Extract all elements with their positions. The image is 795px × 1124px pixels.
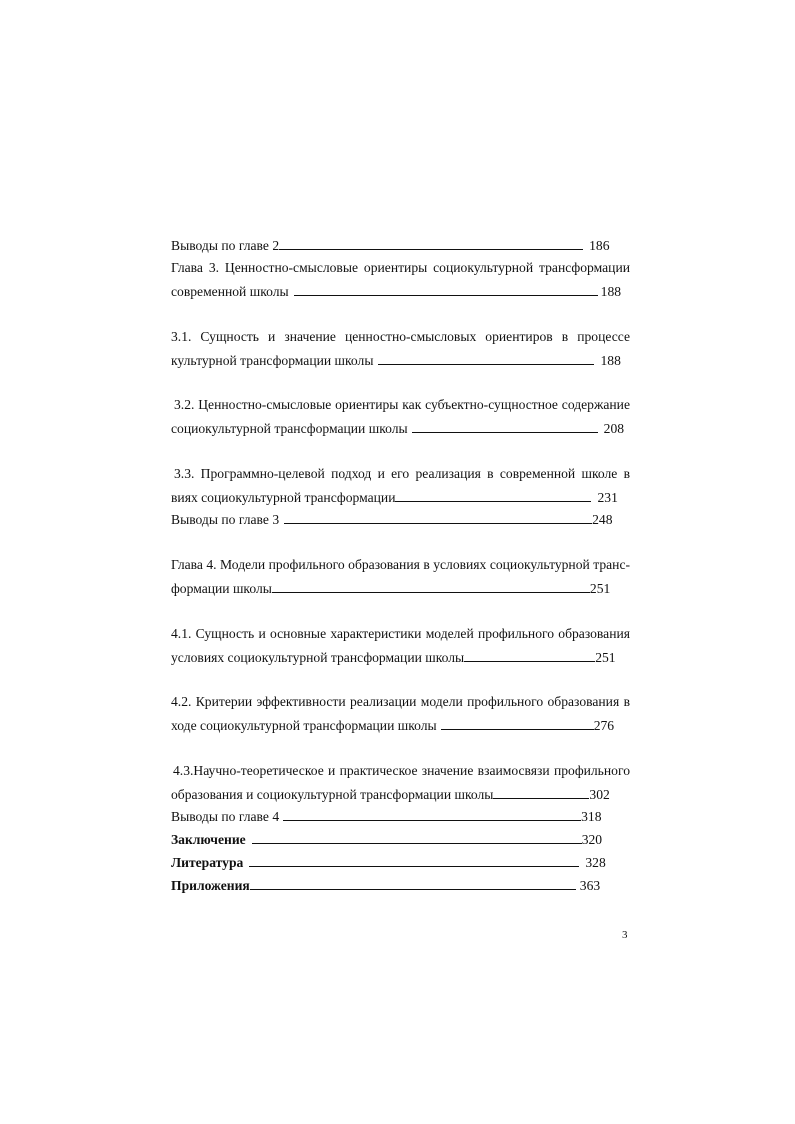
toc-entry [171,282,621,301]
toc-entry-text: виях социокультурной трансформации [171,490,396,505]
toc-entry [171,693,630,711]
toc-entry [171,625,630,643]
leader-line [294,282,598,296]
leader-line [378,351,594,365]
toc-entry-page: 188 [600,353,621,368]
toc-entry-text: культурной трансформации школы [171,353,374,368]
toc-entry-text: Заключение [171,832,246,847]
toc-entry-text: 4.3.Научно-теоретическое и практическое значение взаимосвязи профильного [173,763,630,778]
toc-entry-text: образования и социокультурной трансформации школы [171,787,494,802]
toc-entry [171,259,630,277]
toc-entry-page: 276 [593,718,615,733]
leader-line [284,510,592,524]
leader-line [249,853,579,867]
toc-entry-text: ходе социокультурной трансформации школы [171,718,437,733]
toc-entry-page: 318 [581,809,602,824]
toc-entry [171,556,630,574]
toc-entry-text: 3.3. Программно-целевой подход и его реализация в современной школе в [174,466,630,481]
toc-entry-text: Глава 4. Модели профильного образования в условиях социокультурной транс- [171,557,630,572]
toc-entry-page: 208 [603,421,625,436]
leader-line [252,830,582,844]
toc-entry-page: 251 [595,650,616,665]
toc-entry-page: 302 [589,787,610,802]
toc-entry [171,716,614,735]
toc-entry-text: Выводы по главе 4 [171,809,280,824]
toc-entry-page: 251 [589,581,611,596]
toc-entry [171,236,610,255]
leader-line [279,236,583,250]
leader-line [395,488,591,502]
leader-line [464,648,595,662]
toc-entry-text: Выводы по главе 2 [171,238,280,253]
toc-entry-text: Глава 3. Ценностно-смысловые ориентиры социокультурной трансформации [171,260,630,275]
toc-entry [171,579,610,598]
leader-line [412,419,598,433]
toc-entry [171,785,610,804]
toc-entry-page: 320 [581,832,603,847]
toc-entry-page: 328 [585,855,606,870]
toc-entry-text: формации школы [171,581,272,596]
toc-entry [171,510,613,529]
toc-entry-page: 231 [597,490,618,505]
toc-entry [174,465,630,483]
toc-entry-text: 4.2. Критерии эффективности реализации модели профильного образования в [171,694,630,709]
toc-entry-text: Литература [171,855,244,870]
toc-entry [171,419,624,438]
toc-entry-page: 248 [592,512,613,527]
toc-entry [171,648,616,667]
toc-entry-text: современной школы [171,284,289,299]
toc-entry-text: 3.2. Ценностно-смысловые ориентиры как субъектно-сущностное содержание [174,397,630,412]
leader-line [441,716,594,730]
toc-entry [171,488,618,507]
leader-line [272,579,590,593]
toc-entry [171,853,606,872]
toc-entry [173,762,630,780]
toc-entry-page: 188 [600,284,622,299]
toc-entry [171,328,630,346]
page-number: 3 [622,929,628,941]
toc-entry-page: 363 [579,878,601,893]
toc-entry [171,351,621,370]
leader-line [493,785,589,799]
toc-entry-text: Приложения [171,878,250,893]
leader-line [283,807,581,821]
toc-entry [171,876,600,895]
toc-entry-text: Выводы по главе 3 [171,512,280,527]
toc-entry-text: социокультурной трансформации школы [171,421,408,436]
toc-entry [174,396,630,414]
toc-entry-text: 4.1. Сущность и основные характеристики моделей профильного образования [171,626,630,641]
toc-entry-text: условиях социокультурной трансформации школы [171,650,465,665]
toc-entry [171,830,602,849]
toc-entry-text: 3.1. Сущность и значение ценностно-смысловых ориентиров в процессе [171,329,630,344]
leader-line [250,876,576,890]
toc-entry [171,807,602,826]
toc-entry-page: 186 [589,238,610,253]
